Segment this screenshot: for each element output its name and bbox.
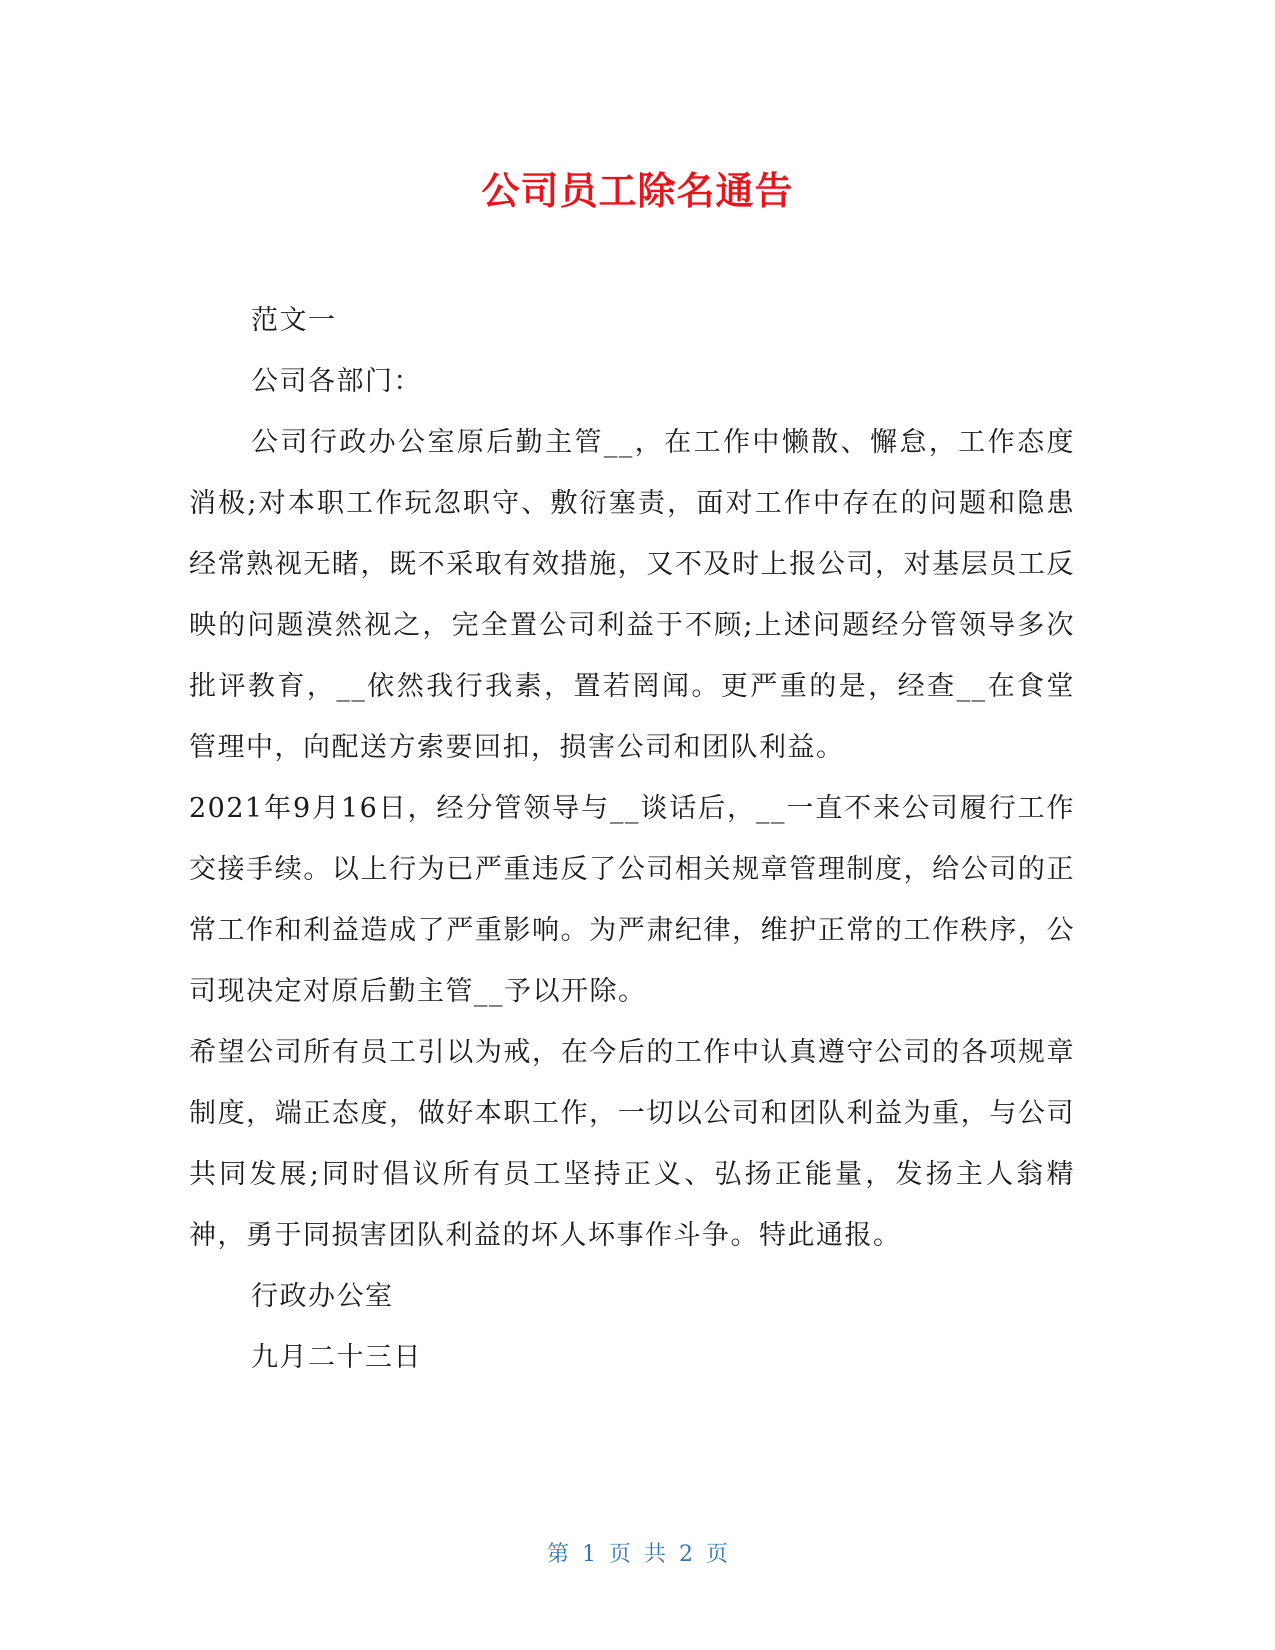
signature-office: 行政办公室	[251, 1281, 394, 1312]
signature-date: 九月二十三日	[251, 1342, 422, 1373]
document-title: 公司员工除名通告	[481, 169, 794, 213]
sample-heading: 范文一	[251, 305, 337, 336]
body-paragraph-2: 2021年9月16日，经分管领导与__谈话后，__一直不来公司履行工作交接手续。以上行为已严重违反了公司相关规章管理制度，给公司的正常工作和利益造成了严重影响。为严肃纪律，维护正常的工作秩序，公司现决定对原后勤主管__予以开除。	[189, 793, 1075, 1007]
salutation: 公司各部门：	[251, 366, 422, 397]
body-paragraph-1: 公司行政办公室原后勤主管__，在工作中懒散、懈怠，工作态度消极;对本职工作玩忽职守、敷衍塞责，面对工作中存在的问题和隐患经常熟视无睹，既不采取有效措施，又不及时上报公司，对基层员工反映的问题漠然视之，完全置公司利益于不顾;上述问题经分管领导多次批评教育，__依然我行我素，置若罔闻。更严重的是，经查__在食堂管理中，向配送方索要回扣，损害公司和团队利益。	[189, 427, 1075, 763]
page-footer: 第 1 页 共 2 页	[547, 1542, 728, 1567]
body-paragraph-3: 希望公司所有员工引以为戒，在今后的工作中认真遵守公司的各项规章制度，端正态度，做好本职工作，一切以公司和团队利益为重，与公司共同发展;同时倡议所有员工坚持正义、弘扬正能量，发扬主人翁精神，勇于同损害团队利益的坏人坏事作斗争。特此通报。	[189, 1037, 1075, 1251]
document-body	[189, 290, 1075, 1388]
